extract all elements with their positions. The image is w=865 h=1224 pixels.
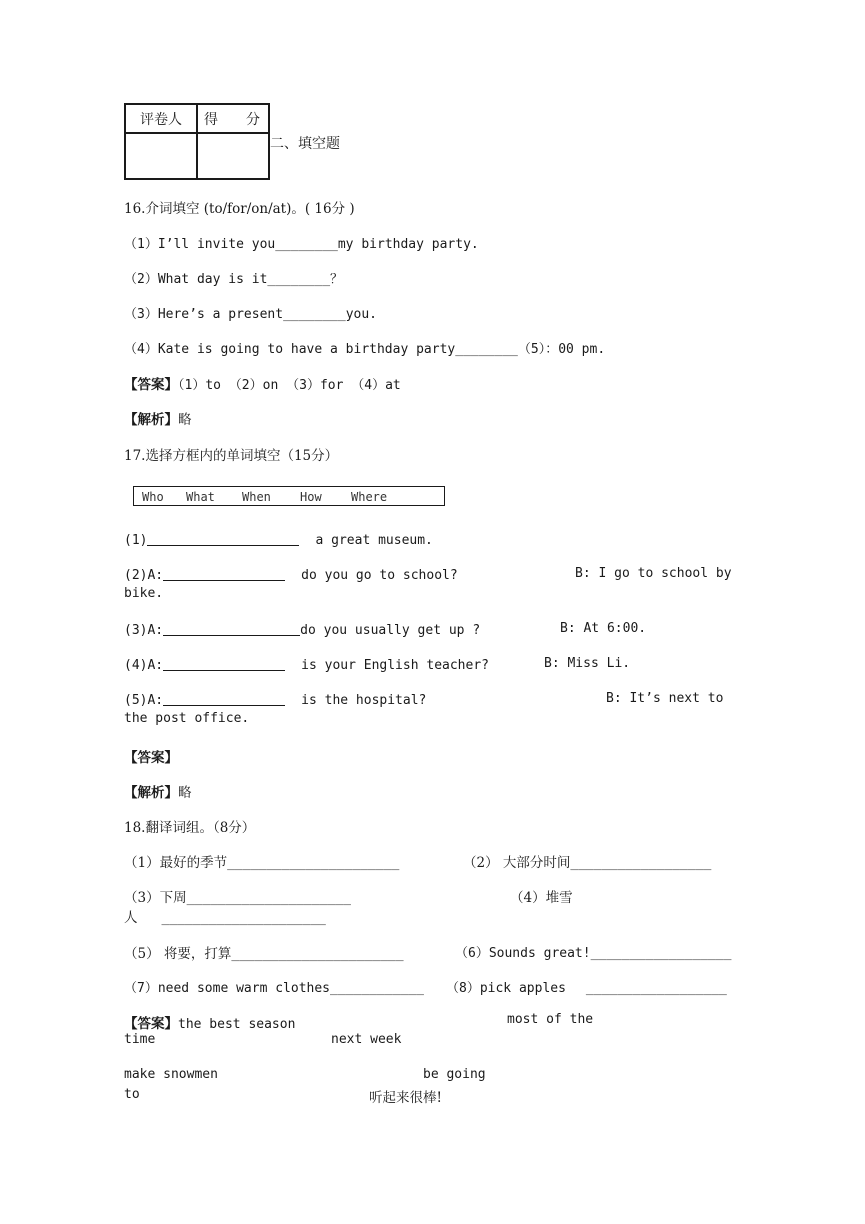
q17-title: 17.选择方框内的单词填空（15分） [124,448,339,464]
word-what: What [186,490,215,504]
q18-answer-6: 听起来很棒! [369,1090,442,1106]
section-title: 二、填空题 [270,136,340,152]
q18-item-4: （4）堆雪 [510,890,573,906]
word-when: When [242,490,271,504]
q16-title: 16.介词填空 (to/for/on/at)。( 16分 ) [124,201,355,217]
score-table [124,103,270,180]
q17-analysis: 【解析】略 [124,785,192,801]
q17-item-2: (2)A: do you go to school? [124,568,458,583]
q18-answer-5: be going [423,1067,486,1082]
q18-item-2: （2） 大部分时间__________________ [463,855,712,871]
q18-item-7: （7）need some warm clothes____________ [124,981,424,996]
score-label: 得 分 [197,104,269,133]
q16-item-1: （1）I’ll invite you________my birthday party. [124,237,479,252]
q17-item-4: (4)A: is your English teacher? [124,658,489,673]
q18-answer: 【答案】the best season [124,1016,296,1032]
q18-item-8: （8）pick apples __________________ [446,981,727,996]
q17-reply-2: B: I go to school by [575,566,732,581]
q18-item-3: （3）下周_____________________ [124,890,351,906]
q17-answer: 【答案】 [124,750,178,766]
score-cell [197,133,269,179]
q17-item-5: (5)A: is the hospital? [124,693,427,708]
q18-item-4-wrap: 人 _____________________ [124,910,326,926]
q17-reply-4: B: Miss Li. [544,656,631,671]
q18-item-1: （1）最好的季节______________________ [124,855,400,871]
q17-wrap-5: the post office. [124,711,250,726]
word-where: Where [351,490,388,504]
q18-answer-3: next week [331,1032,402,1047]
q17-wrap-2: bike. [124,586,164,601]
q18-answer-2-wrap: time [124,1032,156,1047]
q16-analysis: 【解析】略 [124,412,192,428]
word-box [133,486,445,506]
q18-answer-5-wrap: to [124,1087,140,1102]
q18-title: 18.翻译词组。（8分） [124,820,256,836]
q18-item-5: （5） 将要，打算______________________ [124,946,404,962]
q18-answer-2: most of the [507,1012,594,1027]
word-who: Who [142,490,164,504]
q16-answer: 【答案】（1）to （2）on （3）for （4）at [124,377,401,393]
q17-reply-5: B: It’s next to [606,691,724,706]
q16-item-2: （2）What day is it________？ [124,272,344,287]
grader-cell [125,133,197,179]
q18-item-6: （6）Sounds great!__________________ [455,946,732,961]
q18-answer-4: make snowmen [124,1067,218,1082]
q16-item-3: （3）Here’s a present________you. [124,307,377,322]
q17-item-3: (3)A: do you usually get up ? [124,623,481,638]
q17-item-1: (1) a great museum. [124,533,433,548]
q16-item-4: （4）Kate is going to have a birthday party________（5）：00 pm. [124,342,606,357]
word-how: How [300,490,322,504]
q17-reply-3: B: At 6:00. [560,621,647,636]
grader-label: 评卷人 [125,104,197,133]
